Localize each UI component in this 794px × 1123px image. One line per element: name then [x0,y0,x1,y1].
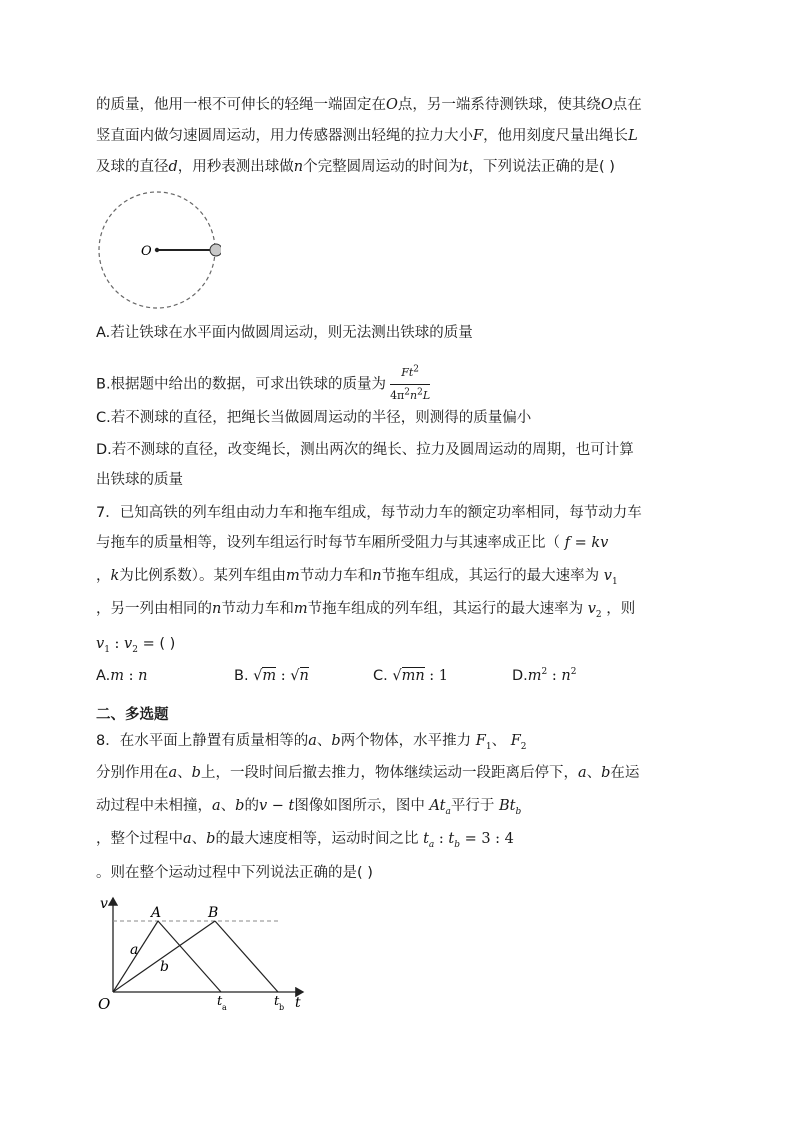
q6-stem-line-3 [96,157,615,177]
label-tb: t [274,994,280,1009]
text-segment: 节拖车组成，其运行的最大速率为 [381,568,600,584]
text-segment: 上，一段时间后撤去推力，物体继续运动一段距离后停下， [200,765,578,781]
var-v1: $v_1$ [603,568,618,587]
text-segment: ，用秒表测出球做 [177,159,294,175]
text-segment: 点在 [612,97,642,113]
option-letter: B. [234,668,249,684]
ratio-v1-v2: $v_1$ : $v_2$ = [96,636,160,655]
var-a: a [577,765,587,781]
q6-option-C[interactable] [96,408,531,428]
q8-stem-line-4 [96,829,514,849]
label-A: A [151,905,162,921]
text-segment: ，则 [606,601,636,617]
text-segment: 的最大速度相等，运动时间之比 [215,831,419,847]
q8-stem-line-5 [96,863,373,883]
var-F2: $F_2$ [510,733,527,752]
q7-stem-line-3 [96,566,618,586]
segment-Btb: $Bt_b$ [499,798,522,817]
var-b: b [331,733,341,749]
text-segment: 为比例系数）。某列车组由 [119,568,287,584]
var-t: t [462,159,469,175]
label-a: a [130,942,139,958]
text-segment: 7．已知高铁的列车组由动力车和拖车组成，每节动力车的额定功率相同，每节动力车 [96,505,642,521]
var-F: F [473,128,484,144]
text-segment: ，下列说法正确的是( ) [468,159,615,175]
label-tb-subscript: b [279,1003,285,1012]
var-a: a [183,831,192,847]
var-O: O [386,97,398,113]
text-segment: 的质量，他用一根不可伸长的轻绳一端固定在 [96,97,386,113]
mass-formula: $\frac{Ft^2}{4\pi^2n^2L}$ [390,364,431,402]
text-segment: 及球的直径 [96,159,169,175]
label-v: v [100,896,108,912]
v-t-label: v − t [258,798,295,814]
text-segment: ，整个过程中 [96,831,183,847]
option-math: m : n [110,668,148,684]
var-b: b [601,765,611,781]
label-O: O [141,244,152,259]
q6-option-A[interactable] [96,323,473,343]
label-ta-subscript: a [222,1003,227,1012]
text-segment: 8．在水平面上静置有质量相等的 [96,733,309,749]
text-segment: 节动力车和 [299,568,373,584]
text-segment: 、 [177,765,192,781]
section-heading: 二、多选题 [96,707,169,723]
time-ratio: $t_a$ : $t_b = 3$ : 4 [423,831,514,850]
label-t: t [295,995,301,1011]
text-segment: ，他用刻度尺量出绳长 [483,128,629,144]
text-segment: 平行于 [450,798,495,814]
text-segment: 节拖车组成的列车组，其运行的最大速率为 [307,601,584,617]
var-m: m [293,601,308,617]
q6-stem-line-1 [96,95,642,115]
label-b: b [160,959,169,975]
line-b-decelerate [215,921,278,992]
text-segment: 竖直面内做匀速圆周运动，用力传感器测出轻绳的拉力大小 [96,128,473,144]
option-text: A.若让铁球在水平面内做圆周运动，则无法测出铁球的质量 [96,325,473,341]
text-segment: ， [96,568,111,584]
q8-stem-line-1 [96,731,527,751]
label-O: O [98,995,111,1013]
text-segment: 与拖车的质量相等，设列车组运行时每节车厢所受阻力与其速率成正比（ [96,535,560,551]
circular-motion-figure [96,190,221,312]
text-segment: 节动力车和 [221,601,294,617]
text-segment: 、 [220,798,236,814]
var-a: a [308,733,317,749]
text-segment: 动过程中未相撞， [96,798,212,814]
var-n: n [212,601,222,617]
option-text: 出铁球的质量 [96,472,183,488]
var-n: n [372,568,382,584]
var-v2: $v_2$ [587,601,602,620]
text-segment: 分别作用在 [96,765,169,781]
text-segment: 个完整圆周运动的时间为 [303,159,463,175]
q7-option-B[interactable] [234,666,309,686]
line-b-accelerate [113,921,215,992]
q7-option-D[interactable] [512,666,576,686]
q6-stem-line-2 [96,126,638,146]
iron-ball [210,244,221,256]
option-math: √m : √n [248,668,309,684]
option-math: √mn : 1 [387,668,449,684]
text-segment: ( ) [159,636,176,652]
q7-stem-line-4 [96,599,635,619]
var-b: b [206,831,216,847]
text-segment: 、 [586,765,602,781]
var-F1: $F_1$ [475,733,492,752]
var-b: b [191,765,201,781]
text-segment: 、 [316,733,332,749]
text-segment: 点，另一端系待测铁球，使其绕 [397,97,601,113]
text-segment: ，另一列由相同的 [96,601,212,617]
var-a: a [212,798,221,814]
q8-stem-line-3 [96,796,521,816]
line-a-decelerate [158,921,221,992]
label-B: B [208,905,219,921]
label-ta: t [217,994,223,1009]
option-text: B.根据题中给出的数据，可求出铁球的质量为 [96,376,387,393]
q7-option-A[interactable] [96,666,147,686]
q7-stem-line-5 [96,634,175,654]
text-segment: 在运 [610,765,640,781]
q7-option-C[interactable] [373,666,448,686]
q6-option-D-cont [96,470,183,490]
option-letter: A. [96,668,111,684]
text-segment: 。则在整个运动过程中下列说法正确的是( ) [96,865,373,881]
var-n: n [293,159,304,175]
text-segment: 、 [491,733,507,749]
text-segment: 的 [244,798,259,814]
option-text: D.若不测球的直径，改变绳长，测出两次的绳长、拉力及圆周运动的周期，也可计算 [96,442,634,458]
option-letter: C. [373,668,388,684]
q6-option-B[interactable] [96,363,430,406]
var-O: O [600,97,613,113]
option-math: $m^2$ : $n^2$ [527,667,577,684]
var-a: a [168,765,178,781]
v-t-graph [90,892,320,1014]
var-d: d [168,159,178,175]
option-letter: D. [512,668,528,684]
q7-stem-line-1 [96,503,642,523]
segment-Ata: $At_a$ [429,798,451,817]
q6-option-D[interactable] [96,440,634,460]
option-text: C.若不测球的直径，把绳长当做圆周运动的半径，则测得的质量偏小 [96,410,532,426]
q7-stem-line-2 [96,533,608,553]
var-m: m [286,568,300,584]
q8-stem-line-2 [96,763,639,783]
var-L: L [628,128,638,144]
formula-f-kv: f = kv [564,535,609,551]
text-segment: 、 [191,831,207,847]
text-segment: 两个物体，水平推力 [340,733,472,749]
var-k: k [110,568,120,584]
text-segment: 图像如图所示，图中 [294,798,425,814]
var-b: b [235,798,245,814]
